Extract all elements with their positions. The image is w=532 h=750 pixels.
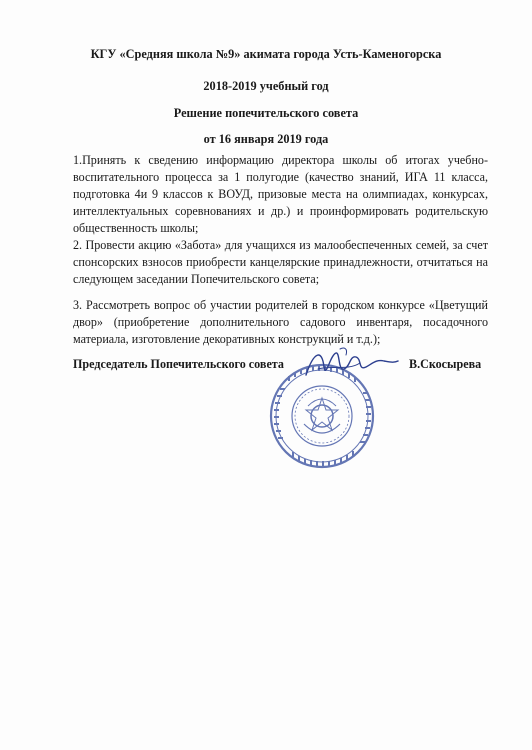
handwritten-signature — [300, 345, 400, 385]
document-title: Решение попечительского совета — [173, 106, 359, 120]
signatory-title: Председатель Попечительского совета — [73, 357, 284, 371]
decision-item-2: 2. Провести акцию «Забота» для учащихся из малообеспеченных семей, за счет спонсорских взносов приобрести канцелярские принадлежности, отчитаться на следующем заседании Попечительского совета; — [73, 238, 488, 286]
decision-item-3: 3. Рассмотреть вопрос об участии родителей в городском конкурсе «Цветущий двор» (приобретение дополнительного садового инвентаря, посадочного материала, изготовление декоративных конструкций и т.д.); — [73, 298, 488, 346]
signatory-name: В.Скосырева — [409, 357, 482, 371]
decision-item-1: 1.Принять к сведению информацию директора школы об итогах учебно-воспитательного процесса за 1 полугодие (качество знаний, ИГА 11 класса, подготовка 4и 9 классов к ВОУД, призовые места на олимпиадах, конкурсах, интеллектуальных соревнованиях и др.) и проинформировать родительскую общественность школы; — [73, 153, 488, 235]
academic-year-heading: 2018-2019 учебный год — [203, 79, 329, 93]
organization-heading: КГУ «Средняя школа №9» акимата города Усть-Каменогорска — [90, 47, 442, 61]
document-date: от 16 января 2019 года — [203, 132, 329, 146]
